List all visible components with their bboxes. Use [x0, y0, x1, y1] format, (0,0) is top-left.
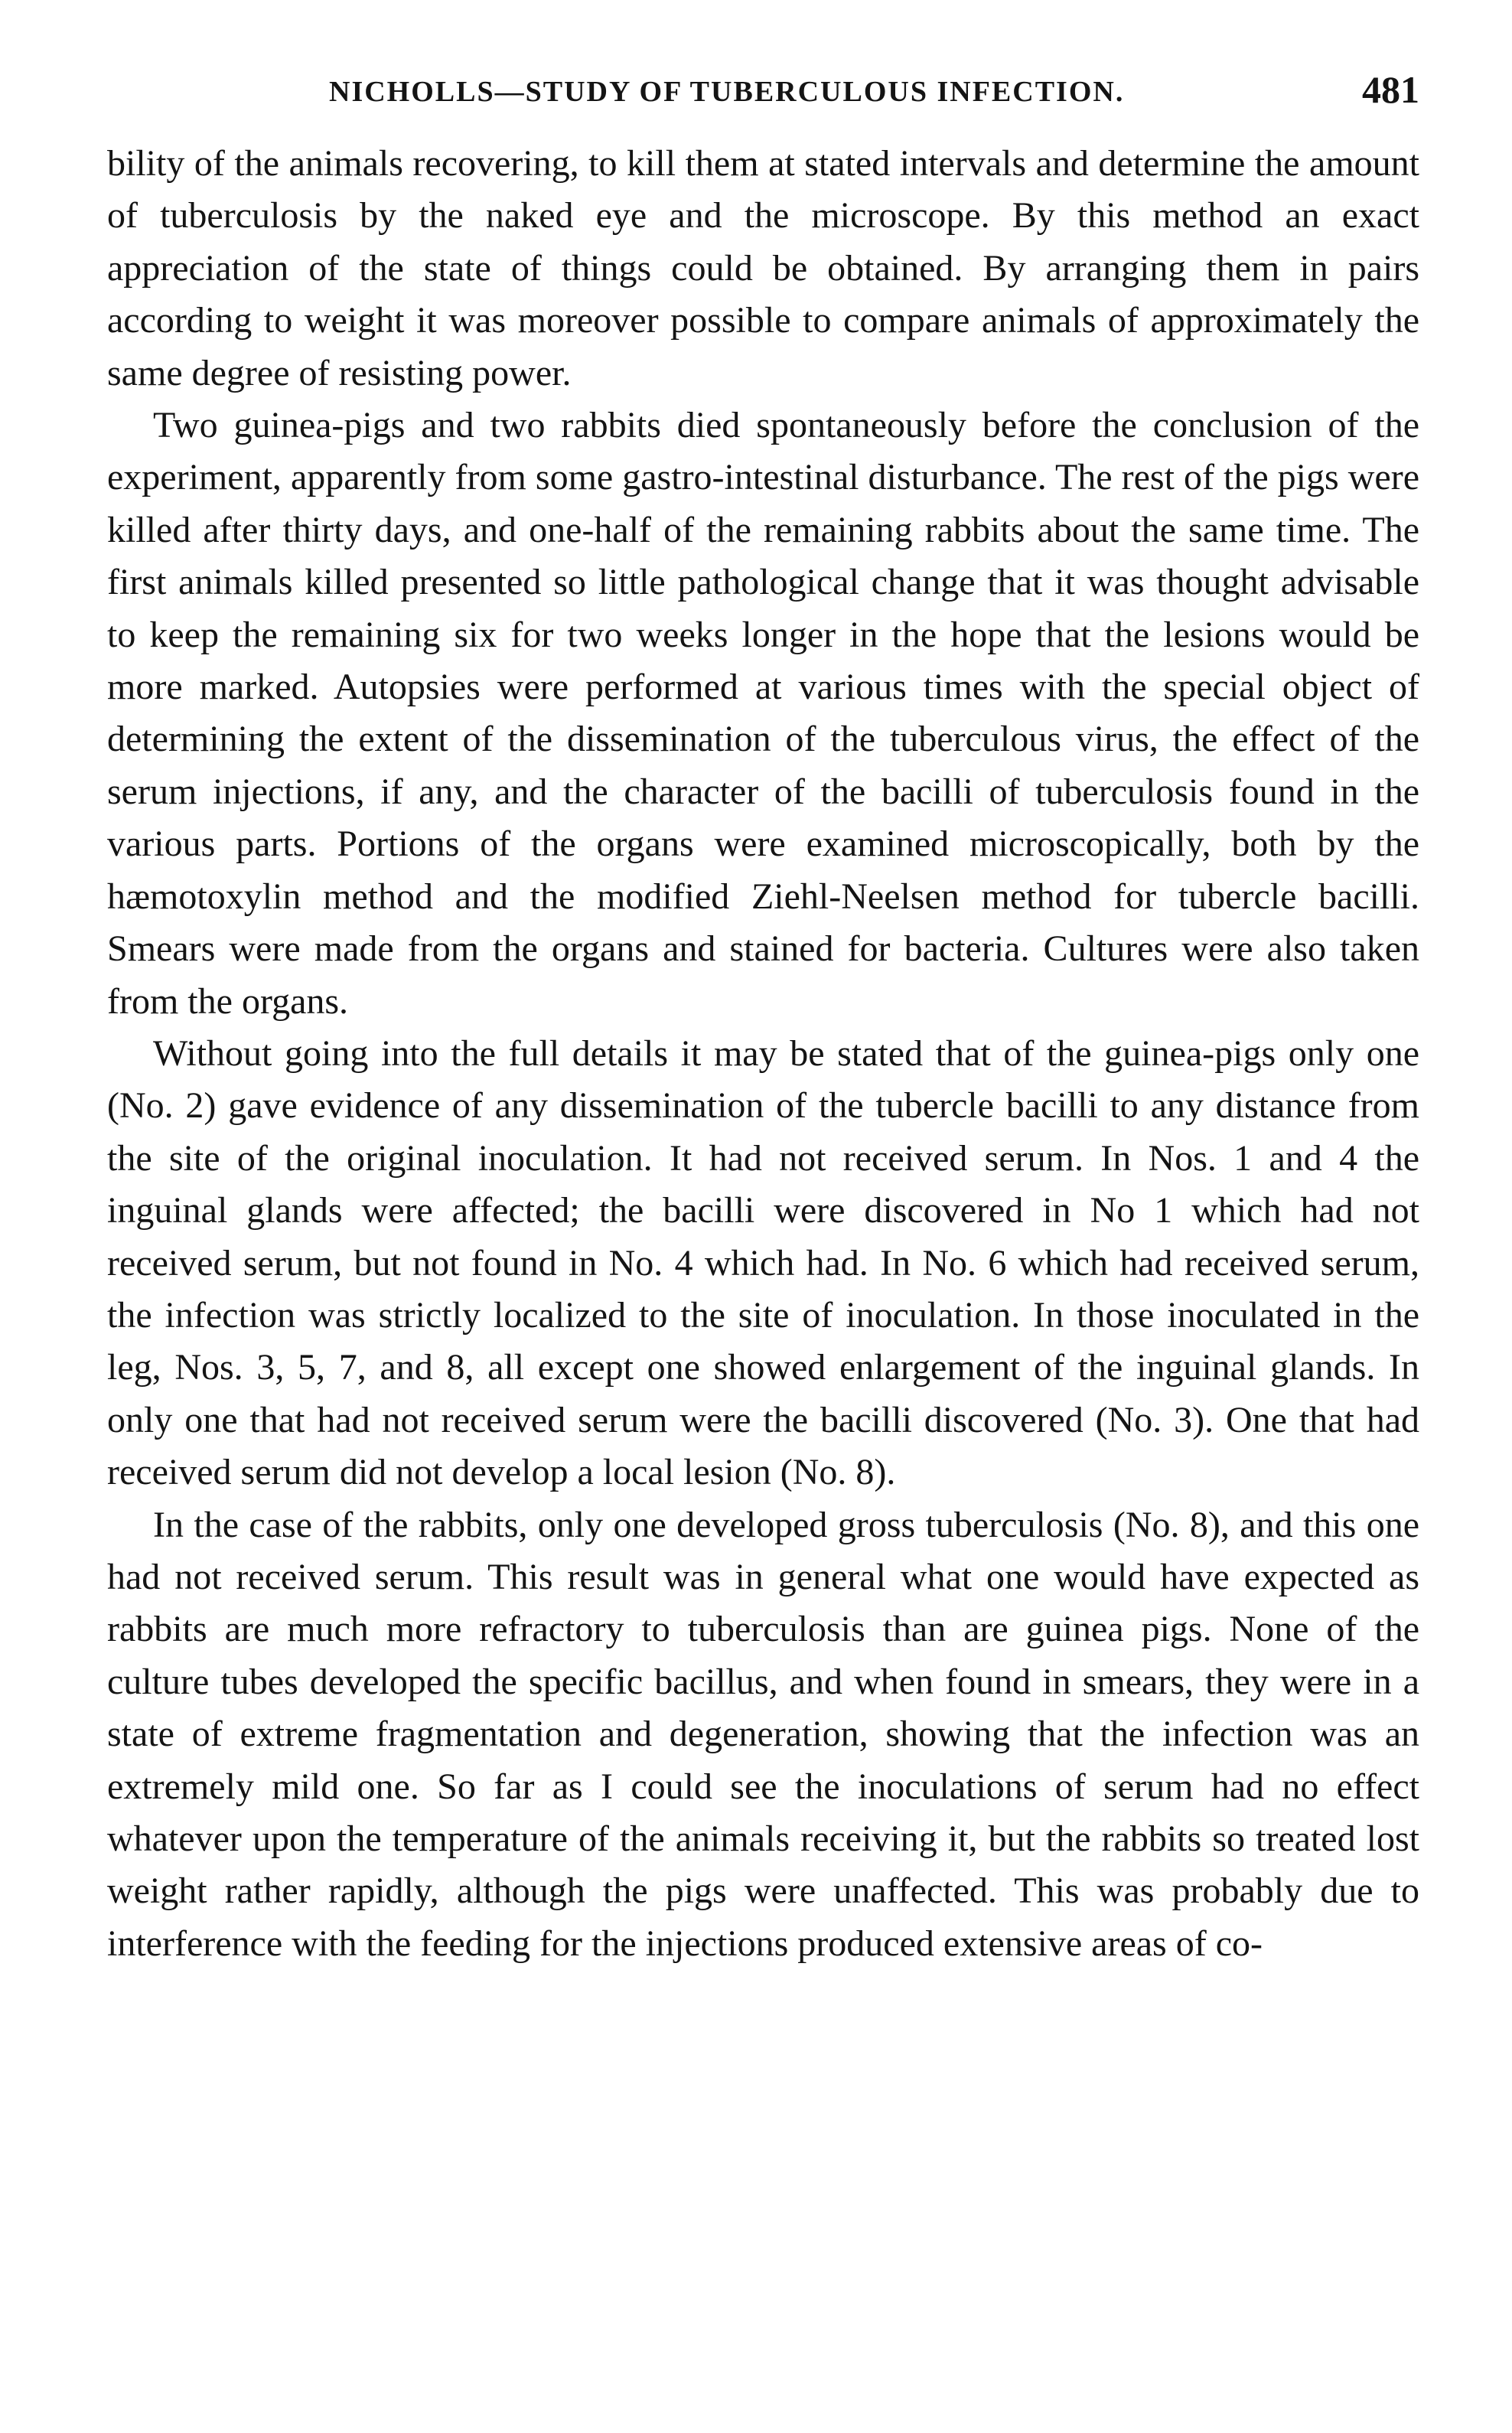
running-head: [107, 61, 1419, 138]
running-title: NICHOLLS—STUDY OF TUBERCULOUS INFECTION.: [329, 76, 1125, 108]
paragraph-autopsies: Two guinea-pigs and two rabbits died spontaneously before the conclusion of the experiment, apparently from some gastro-intestinal disturbance. The rest of the pigs were killed after thirty days, and one-half of the remaining rabbits about the same time. The first animals killed presented so little pathological change that it was thought advisable to keep the remaining six for two weeks longer in the hope that the lesions would be more marked. Autopsies were performed at various times with the special object of determining the extent of the dissemination of the tuberculous virus, the effect of the serum injections, if any, and the character of the bacilli of tuberculosis found in the various parts. Portions of the organs were examined microscopically, both by the hæmotoxylin method and the modified Ziehl-Neelsen method for tubercle bacilli. Smears were made from the organs and stained for bacteria. Cultures were also taken from the organs.: [107, 405, 1419, 1022]
body-text: [107, 138, 1419, 1970]
page-number: 481: [1362, 68, 1419, 111]
paragraph-guinea-pigs: Without going into the full details it may be stated that of the guinea-pigs only one (No. 2) gave evidence of any dissemination of the tubercle bacilli to any distance from the site of the original inoculation. It had not received serum. In Nos. 1 and 4 the inguinal glands were affected; the bacilli were discovered in No 1 which had not received serum, but not found in No. 4 which had. In No. 6 which had received serum, the infection was strictly localized to the site of inoculation. In those inoculated in the leg, Nos. 3, 5, 7, and 8, all except one showed enlargement of the inguinal glands. In only one that had not received serum were the bacilli discovered (No. 3). One that had received serum did not develop a local lesion (No. 8).: [107, 1032, 1419, 1493]
paragraph-continued: bility of the animals recovering, to kill them at stated intervals and determine the amount of tuberculosis by the naked eye and the microscope. By this method an exact appreciation of the state of things could be obtained. By arranging them in pairs according to weight it was moreover possible to compare animals of approximately the same degree of resisting power.: [107, 143, 1419, 393]
paragraph-rabbits: In the case of the rabbits, only one developed gross tuberculosis (No. 8), and this one had not received serum. This result was in general what one would have expected as rabbits are much more refractory to tuberculosis than are guinea pigs. None of the culture tubes developed the specific bacillus, and when found in smears, they were in a state of extreme fragmentation and degeneration, showing that the infection was an extremely mild one. So far as I could see the inoculations of serum had no effect whatever upon the temperature of the animals receiving it, but the rabbits so treated lost weight rather rapidly, although the pigs were unaffected. This was probably due to interference with the feeding for the injections produced extensive areas of co-: [107, 1504, 1419, 1964]
book-page: [107, 61, 1419, 1970]
